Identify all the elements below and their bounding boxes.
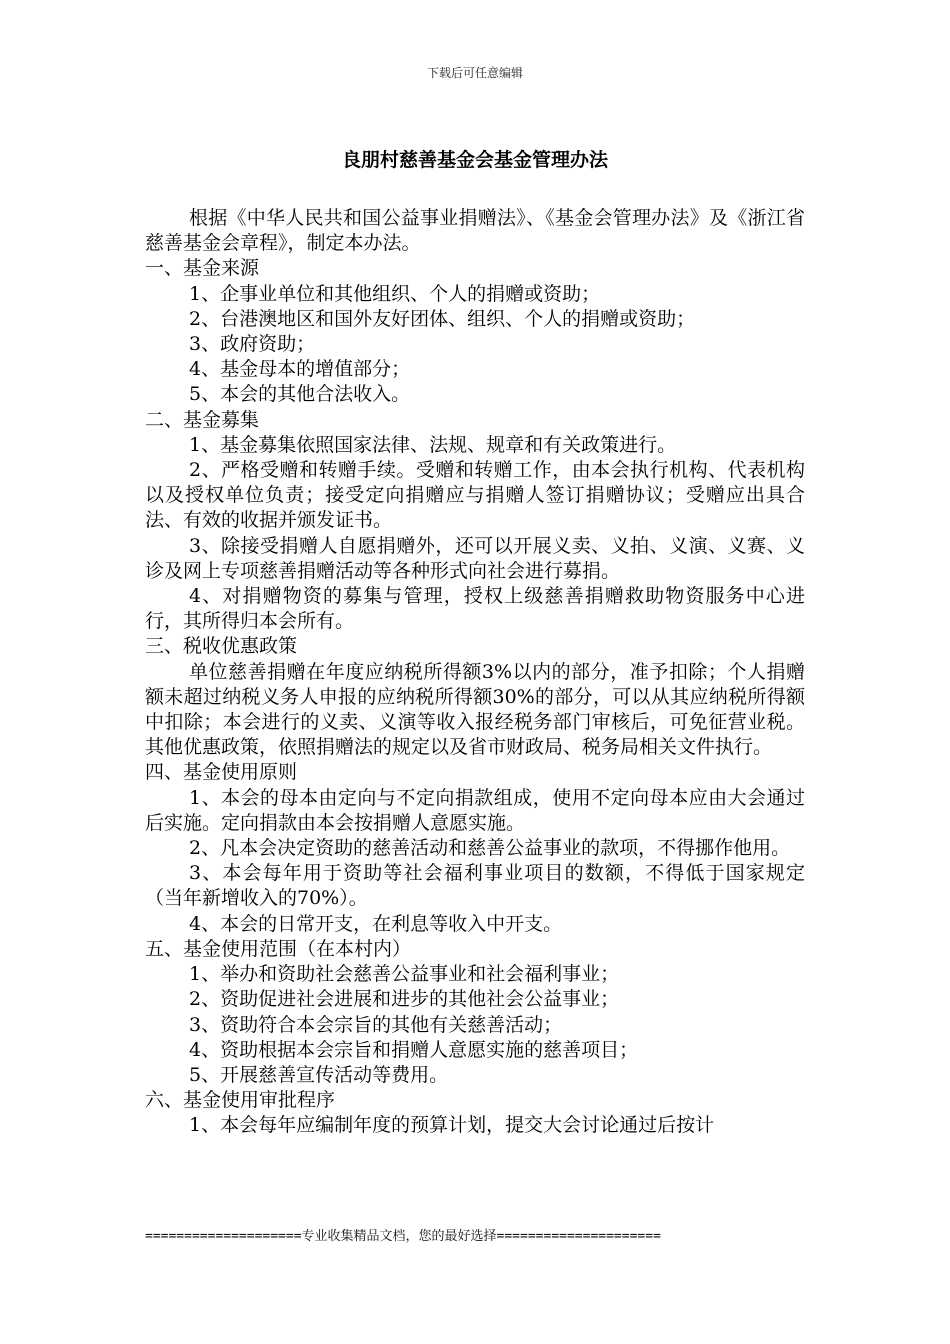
list-item: 2、台港澳地区和国外友好团体、组织、个人的捐赠或资助； xyxy=(189,307,696,330)
section-heading: 二、基金募集 xyxy=(145,408,260,431)
list-item: 5、本会的其他合法收入。 xyxy=(189,383,411,406)
list-item: 1、基金募集依照国家法律、法规、规章和有关政策进行。 xyxy=(189,433,677,456)
paragraph: 根据《中华人民共和国公益事业捐赠法》、《基金会管理办法》及《浙江省慈善基金会章程》，制定本办法。 xyxy=(145,207,805,255)
section-heading: 三、税收优惠政策 xyxy=(145,635,298,658)
list-item: 5、开展慈善宣传活动等费用。 xyxy=(189,1063,449,1086)
list-item: 2、严格受赠和转赠手续。受赠和转赠工作，由本会执行机构、代表机构以及授权单位负责；接受定向捐赠应与捐赠人签订捐赠协议；受赠应出具合法、有效的收据并颁发证书。 xyxy=(145,459,805,532)
header-note: 下载后可任意编辑 xyxy=(426,66,523,80)
section-heading: 五、基金使用范围（在本村内） xyxy=(145,937,412,960)
list-item: 3、本会每年用于资助等社会福利事业项目的数额，不得低于国家规定（当年新增收入的70%）。 xyxy=(145,862,805,910)
list-item: 3、除接受捐赠人自愿捐赠外，还可以开展义卖、义拍、义演、义赛、义诊及网上专项慈善捐赠活动等各种形式向社会进行募捐。 xyxy=(145,534,805,582)
list-item: 3、资助符合本会宗旨的其他有关慈善活动； xyxy=(189,1013,563,1036)
list-item: 1、本会的母本由定向与不定向捐款组成，使用不定向母本应由大会通过后实施。定向捐款由本会按捐赠人意愿实施。 xyxy=(145,786,805,834)
document-title: 良朋村慈善基金会基金管理办法 xyxy=(341,149,608,171)
list-item: 4、对捐赠物资的募集与管理，授权上级慈善捐赠救助物资服务中心进行，其所得归本会所有。 xyxy=(145,585,805,633)
section-heading: 六、基金使用审批程序 xyxy=(145,1089,336,1112)
list-item: 2、凡本会决定资助的慈善活动和慈善公益事业的款项，不得挪作他用。 xyxy=(189,837,791,860)
list-item: 4、基金母本的增值部分； xyxy=(189,358,411,381)
list-item: 3、政府资助； xyxy=(189,333,316,356)
paragraph: 单位慈善捐赠在年度应纳税所得额3%以内的部分，准予扣除；个人捐赠额未超过纳税义务人申报的应纳税所得额30%的部分，可以从其应纳税所得额中扣除；本会进行的义卖、义演等收入报经税务部门审核后，可免征营业税。其他优惠政策，依照捐赠法的规定以及省市财政局、税务局相关文件执行。 xyxy=(145,660,805,759)
list-item: 4、本会的日常开支，在利息等收入中开支。 xyxy=(189,912,563,935)
list-item: 1、企事业单位和其他组织、个人的捐赠或资助； xyxy=(189,282,601,305)
section-heading: 四、基金使用原则 xyxy=(145,761,298,784)
document-body xyxy=(145,206,805,1139)
list-item: 4、资助根据本会宗旨和捐赠人意愿实施的慈善项目； xyxy=(189,1038,639,1061)
section-heading: 一、基金来源 xyxy=(145,257,260,280)
list-item: 1、本会每年应编制年度的预算计划，提交大会讨论通过后按计 xyxy=(189,1114,715,1137)
footer-banner: ====================专业收集精品文档，您的最好选择===================== xyxy=(145,1229,661,1244)
list-item: 1、举办和资助社会慈善公益事业和社会福利事业； xyxy=(189,963,620,986)
list-item: 2、资助促进社会进展和进步的其他社会公益事业； xyxy=(189,988,620,1011)
